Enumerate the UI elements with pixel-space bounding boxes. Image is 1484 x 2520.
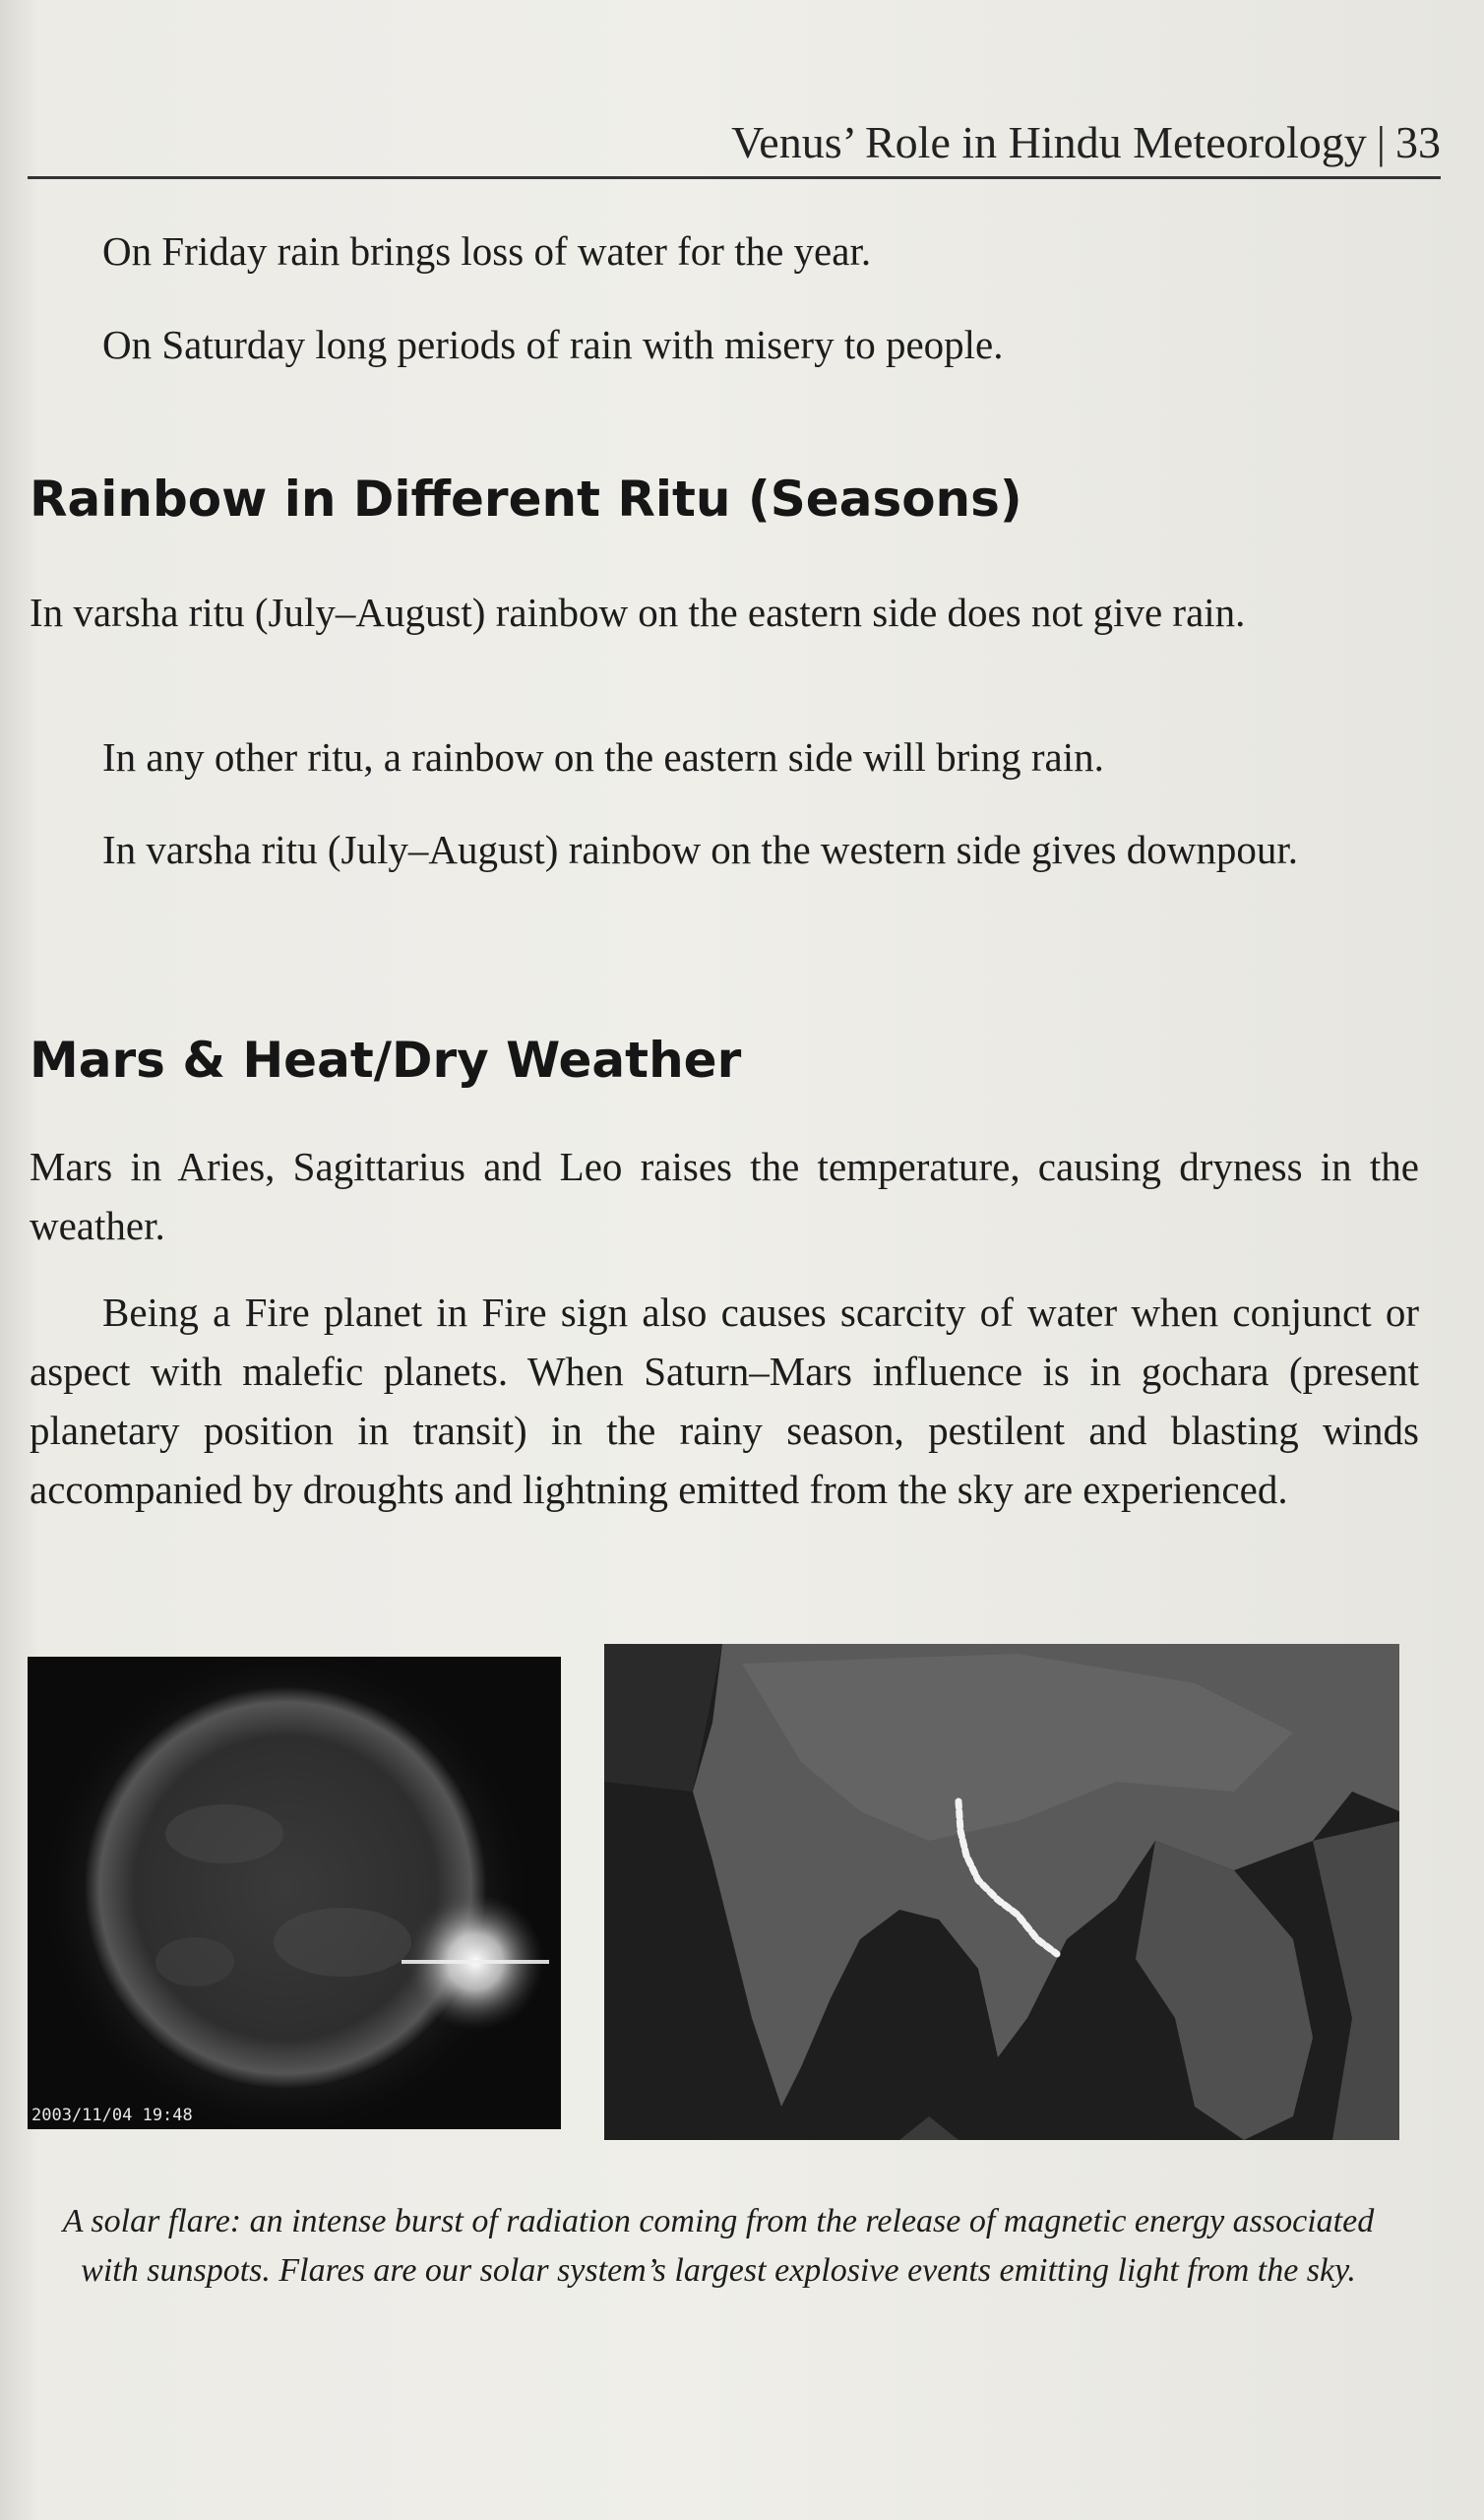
image-timestamp: 2003/11/04 19:48 bbox=[31, 2106, 193, 2125]
paragraph-mars-signs: Mars in Aries, Sagittarius and Leo raises the temperature, causing dryness in the weather. bbox=[30, 1144, 1419, 1248]
figure-caption: A solar flare: an intense burst of radiation coming from the release of magnetic energy associated with sunspots. Flares are our solar system’s largest explosive events emitting light from the sky. bbox=[62, 2203, 1375, 2289]
heading-mars: Mars & Heat/Dry Weather bbox=[30, 1032, 742, 1089]
paragraph-rainbow-east-other: In any other ritu, a rainbow on the eastern side will bring rain. bbox=[102, 734, 1104, 780]
header-title: Venus’ Role in Hindu Meteorology bbox=[731, 117, 1367, 167]
paragraph-rainbow-west-varsha: In varsha ritu (July–August) rainbow on the western side gives downpour. bbox=[102, 827, 1298, 872]
solar-flare-image bbox=[28, 1657, 561, 2129]
satellite-map-image bbox=[604, 1644, 1399, 2140]
map-graphic bbox=[604, 1644, 1399, 2140]
heading-rainbow: Rainbow in Different Ritu (Seasons) bbox=[30, 471, 1022, 528]
sun-graphic bbox=[28, 1657, 561, 2129]
paragraph-saturday: On Saturday long periods of rain with misery to people. bbox=[102, 322, 1004, 367]
paragraph-friday: On Friday rain brings loss of water for the year. bbox=[102, 228, 872, 274]
paragraph-fire-planet: Being a Fire planet in Fire sign also causes scarcity of water when conjunct or aspect with malefic planets. When Saturn–Mars influence is in gochara (present planetary position in transit) in the rainy season, pestilent and blasting winds accompanied by droughts and lightning emitted from the sky are experienced. bbox=[30, 1290, 1419, 1512]
paragraph-rainbow-east-varsha: In varsha ritu (July–August) rainbow on the eastern side does not give rain. bbox=[30, 590, 1246, 635]
header-separator: | bbox=[1376, 117, 1386, 167]
running-header bbox=[28, 116, 1441, 179]
page-number: 33 bbox=[1395, 117, 1441, 167]
